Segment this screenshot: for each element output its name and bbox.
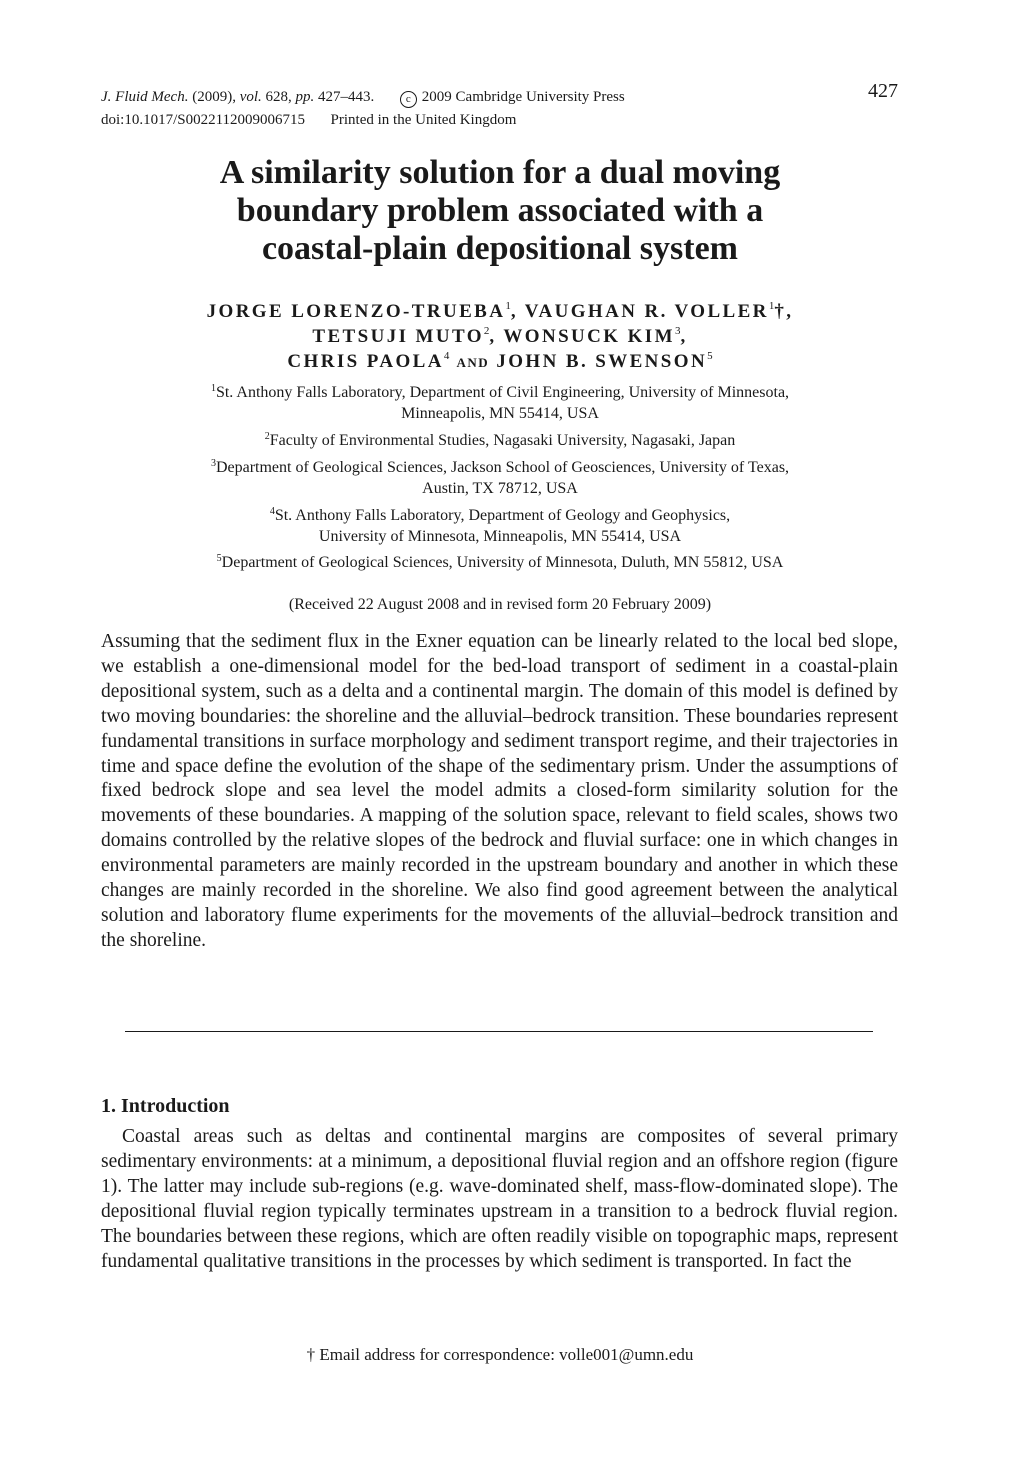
title-line: coastal-plain depositional system [261,230,739,267]
author-affiliation-mark: 3 [674,325,681,337]
footnote: † Email address for correspondence: volle001@umn.edu [306,1345,694,1364]
affiliation-text: St. Anthony Falls Laboratory, Department of Civil Engineering, University of Minnesota, [215,384,790,401]
doi: doi:10.1017/S0022112009006715 [101,112,306,128]
volume-number: 628, [265,89,292,105]
affiliation-2 [100,430,900,451]
received-dates: (Received 22 August 2008 and in revised form 20 February 2009) [288,596,712,613]
affiliation-number: 2 [264,431,270,442]
abstract: Assuming that the sediment flux in the Exner equation can be linearly related to the local bed slope, we establish a one-dimensional model for the bed-load transport of sediment in a coastal-plain depositional system, such as a delta and a continental margin. The domain of this model is defined by two moving boundaries: the shoreline and the alluvial–bedrock transition. These boundaries represent fundamental transitions in surface morphology and sediment transport regime, and their trajectories in time and space define the evolution of the shape of the sedimentary prism. Under the assumptions of fixed bedrock slope and sea level the model admits a closed-form similarity solution for the movements of these boundaries. A mapping of the solution space, relevant to field scales, shows two domains controlled by the relative slopes of the bedrock and fluvial surface: one in which changes in environmental parameters are mainly recorded in the upstream boundary and another in which these changes are mainly recorded in the shoreline. We also find good agreement between the analytical solution and laboratory flume experiments for the movements of the alluvial–bedrock transition and the shoreline. [101,631,898,951]
author-name: TETSUJI MUTO [312,326,484,347]
author-name: , VAUGHAN R. VOLLER [510,301,769,322]
dagger-mark: †, [774,301,794,322]
and-conjunction: AND [456,355,490,370]
affiliation-text: Department of Geological Sciences, Jackson School of Geosciences, University of Texas, [215,459,790,476]
running-header [101,86,625,132]
doi-line [101,109,625,132]
affiliation-3 [100,457,900,499]
author-affiliation-mark: 4 [443,350,450,362]
author-line [100,349,900,375]
affiliation-1 [100,382,900,424]
journal-year: (2009), [192,89,236,105]
page-number: 427 [868,80,898,102]
affiliation-number: 5 [216,553,222,564]
author-line [100,299,900,324]
author-name: , WONSUCK KIM [489,326,675,347]
author-affiliation-mark: 5 [707,350,713,362]
affiliation-4 [100,505,900,547]
author-affiliation-mark: 2 [483,325,490,337]
affiliation-text: Faculty of Environmental Studies, Nagasaki University, Nagasaki, Japan [269,432,736,449]
affiliation-number: 1 [210,383,216,394]
affiliation-number: 4 [269,506,275,517]
affiliation-text: Minneapolis, MN 55414, USA [401,405,599,422]
title-line: A similarity solution for a dual moving [219,154,781,191]
author-affiliation-mark: 1 [505,300,511,312]
affiliation-number: 3 [210,458,216,469]
title-line: boundary problem associated with a [236,192,764,229]
author-line [100,324,900,349]
author-list [100,299,900,375]
printed-in: Printed in the United Kingdom [330,112,517,128]
affiliation-text: St. Anthony Falls Laboratory, Department of Geology and Geophysics, [274,507,731,524]
affiliation-5 [100,552,900,573]
author-separator: , [680,326,688,347]
volume-label: vol. [239,89,262,105]
affiliation-text: University of Minnesota, Minneapolis, MN 55414, USA [318,528,682,545]
section-heading [101,1093,230,1119]
affiliation-text: Austin, TX 78712, USA [422,480,578,497]
section-title: Introduction [121,1095,230,1117]
author-name: JORGE LORENZO-TRUEBA [206,301,506,322]
author-name: CHRIS PAOLA [287,351,444,372]
affiliation-text: Department of Geological Sciences, University of Minnesota, Duluth, MN 55812, USA [221,554,784,571]
citation-line [101,86,625,109]
page-range: 427–443. [318,89,375,105]
copyright-text: 2009 Cambridge University Press [421,89,625,105]
section-number: 1. [101,1095,116,1117]
pages-label: pp. [295,89,315,105]
author-name: JOHN B. SWENSON [496,351,708,372]
copyright-icon: c [400,91,417,108]
author-affiliation-mark: 1 [768,300,775,312]
paper-title [100,154,900,268]
journal-name: J. Fluid Mech. [101,89,189,105]
abstract-divider [125,1031,873,1032]
introduction-paragraph: Coastal areas such as deltas and continental margins are composites of several primary sedimentary environments: at a minimum, a depositional fluvial region and an offshore region (figure 1). The latter may include sub-regions (e.g. wave-dominated shelf, mass-flow-dominated slope). The depositional fluvial region typically terminates upstream in a transition to a bedrock fluvial region. The boundaries between these regions, which are often readily visible on topographic maps, represent fundamental qualitative transitions in the processes by which sediment is transported. In fact the [101,1126,898,1272]
